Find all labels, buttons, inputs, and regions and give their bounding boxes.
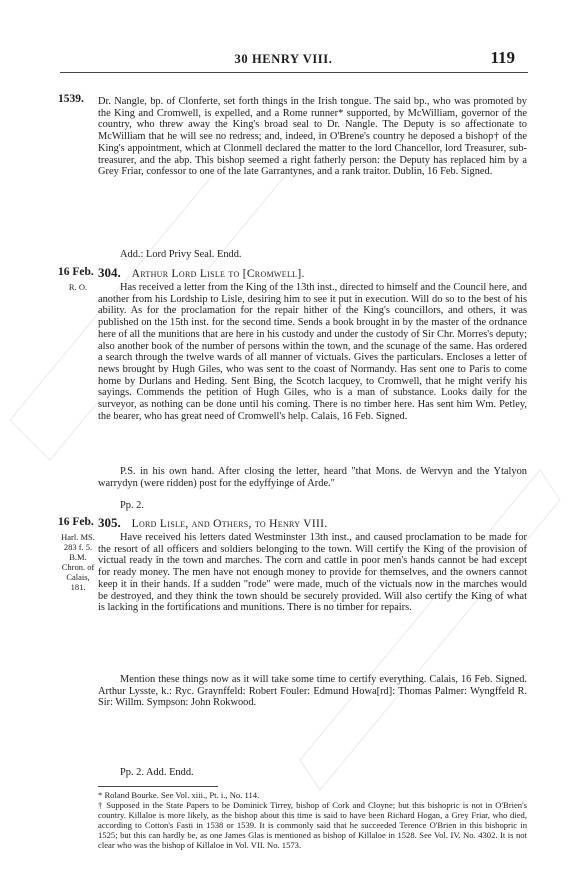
footnotes bbox=[98, 790, 527, 851]
entry-303-text: Dr. Nangle, bp. of Clonferte, set forth things in the Irish tongue. The said bp., who was promoted by the King and Cromwell, is expelled, and a Rome runner* supported, by McWilliam, governor of the country, who threw away the King's broad seal to Dr. Nangle. The Deputy is so affectionate to McWilliam that he will see no redress; and, indeed, in O'Brene's country he deposed a bishop† of the King's appointment, which at Clonmell declared the matter to the lord Chancellor, lord Treasurer, sub-treasurer, and the abp. This bishop seemed a right fatherly person: the Deputy has replaced him by a Grey Friar, confessor to one of the late Garrantynes, and a rank traitor. Dublin, 16 Feb. Signed. bbox=[98, 96, 527, 178]
footnote-rule bbox=[98, 786, 218, 787]
margin-source-305-line2: 283 f. 5. bbox=[63, 542, 93, 552]
entry-305-text: Have received his letters dated Westminster 13th inst., and caused proclamation to be made for the resort of all officers and soldiers belonging to the town. Will certify the King of the provision of victual ready in the town and marches. The corn and cattle in poor men's hands cannot be had except for ready money. The men have not enough money to provide for themselves, and the owners cannot keep it in their hands. If a sudden "rode" were made, much of the victuals now in the marches would be destroyed, and they think the town should be securely provided. Will also certify the King of what is lacking in the fortifications and munitions. There is no timber for repairs. bbox=[98, 532, 527, 614]
entry-304-heading bbox=[98, 265, 305, 281]
entry-305-heading bbox=[98, 515, 327, 531]
header-rule bbox=[60, 72, 528, 73]
margin-year: 1539. bbox=[58, 93, 84, 105]
entry-304-title: Arthur Lord Lisle to [Cromwell]. bbox=[131, 268, 305, 280]
entry-304-number: 304. bbox=[98, 265, 121, 280]
entry-305-text-2: Mention these things now as it will take some time to certify everything. Calais, 16 Feb. Signed. Arthur Lysste, k.: Ryc. Graynffeld: Robert Fouler: Edmund Howa[rd]: Thomas Palmer: Wyngffeld R. Sir: Willm. Sympson: John Rokwood. bbox=[98, 674, 527, 709]
margin-source-305-line3: B.M. bbox=[69, 552, 87, 562]
footnote-1: * Roland Bourke. See Vol. xiii., Pt. i., No. 114. bbox=[98, 790, 260, 800]
margin-source-304: R. O. bbox=[68, 282, 88, 292]
entry-303-address: Add.: Lord Privy Seal. Endd. bbox=[120, 249, 242, 260]
entry-305-number: 305. bbox=[98, 515, 121, 530]
margin-source-305-line5: Calais, 181. bbox=[66, 572, 90, 592]
page-number: 119 bbox=[490, 48, 515, 67]
entry-304-text: Has received a letter from the King of the 13th inst., directed to himself and the Council here, and another from his Lordship to Lisle, desiring him to see it put in execution. Will do so to the best of his ability. As for the proclamation for the repair hither of the King's councillors, and others, it was published on the 15th inst. for the second time. Sends a book brought in by the master of the ordnance here of all the munitions that are here in his custody and under the custody of Sir Chr. Morres's deputy; also another book of the number of persons within the town, and the scunage of the same. Has ordered a search through the twelve wards of all manner of victuals. Gives the particulars. Encloses a letter of news brought by Hugh Giles, who was sent to the coast of Normandy. Has sent one to Paris to come home by Durlans and Heding. Sent Bing, the Scotch lacquey, to Cromwell, that he might verify his sayings. Commends the petition of Hugh Giles, who is a man of substance. Looks daily for the surveyor, as nothing can be done until his coming. There is no timber here. Has sent him Wm. Petley, the bearer, who has great need of Cromwell's help. Calais, 16 Feb. Signed. bbox=[98, 282, 527, 422]
margin-date-305: 16 Feb. bbox=[58, 516, 94, 528]
entry-305-pages: Pp. 2. Add. Endd. bbox=[120, 767, 194, 778]
footnote-2: † Supposed in the State Papers to be Dominick Tirrey, bishop of Cork and Cloyne; but this bishopric is not in O'Brien's country. Killaloe is more likely, as the bishop about this time is said to have been Richard Hogan, a Grey Friar, who died, according to Cotton's Fasti in 1538 or 1539. It is commonly said that he succeeded Terence O'Brien in this bishopric in 1525; but this can hardly be, as one James Glas is mentioned as bishop of Killaloe in 1528. See Vol. IV. No. 4302. It is not clear who was the bishop of Killaloe in Vol. VII. No. 1573. bbox=[98, 800, 527, 851]
margin-source-305-line4: Chron. of bbox=[61, 562, 95, 572]
margin-date-304: 16 Feb. bbox=[58, 266, 94, 278]
entry-305-title: Lord Lisle, and Others, to Henry VIII. bbox=[131, 518, 328, 530]
running-head: 30 HENRY VIII. bbox=[234, 52, 333, 66]
entry-304-postscript: P.S. in his own hand. After closing the letter, heard "that Mons. de Wervyn and the Ytalyon warrydyn (were ridden) post for the edyffyinge of Arde." bbox=[98, 466, 527, 489]
entry-304-pages: Pp. 2. bbox=[120, 500, 144, 511]
margin-source-305-line1: Harl. MS. bbox=[61, 532, 95, 542]
